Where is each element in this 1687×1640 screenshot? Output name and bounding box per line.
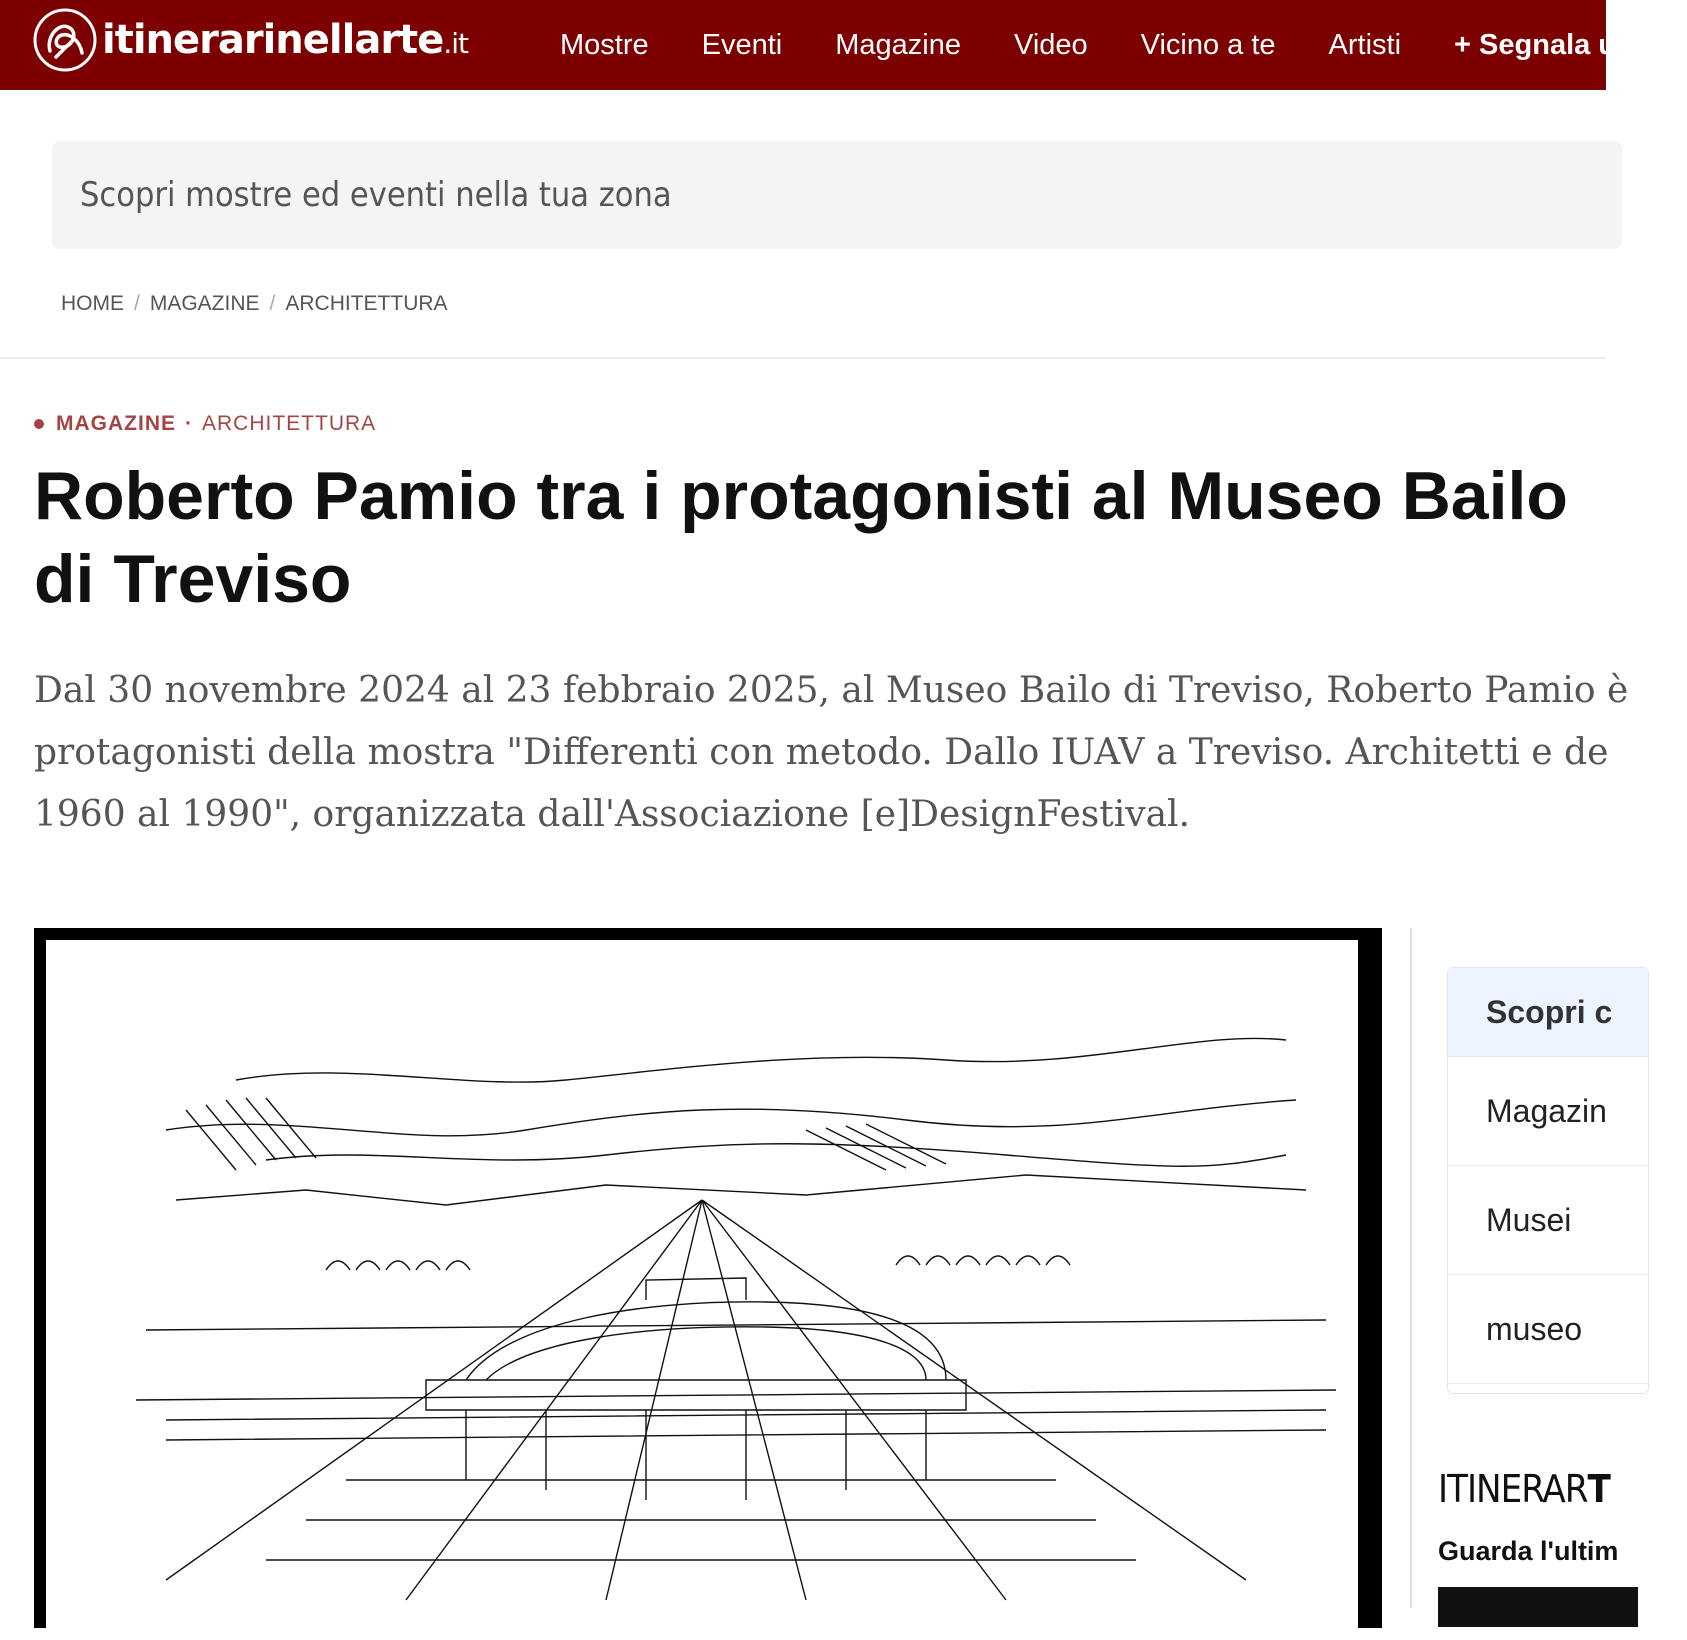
breadcrumb (61, 292, 448, 316)
article-title: Roberto Pamio tra i protagonisti al Museo Bailo di Treviso (34, 458, 1568, 617)
column-divider (1410, 928, 1412, 1608)
article-lead (34, 660, 1634, 846)
segnala-button[interactable]: + Segnala un (1454, 28, 1634, 61)
breadcrumb-home[interactable]: HOME (61, 292, 124, 315)
discover-item-musei[interactable]: Musei (1448, 1166, 1648, 1275)
nav-video[interactable]: Video (1014, 28, 1088, 61)
nav-magazine[interactable]: Magazine (835, 28, 961, 61)
sidebar-brand: ITINERART (1438, 1467, 1610, 1511)
nav-eventi[interactable]: Eventi (701, 28, 783, 61)
search-input[interactable] (52, 141, 1622, 249)
lead-line: protagonisti della mostra "Differenti con metodo. Dallo IUAV a Treviso. Architetti e de (34, 732, 1609, 773)
breadcrumb-separator: / (269, 292, 276, 315)
top-navigation-bar (0, 0, 1634, 90)
featured-image[interactable] (34, 928, 1382, 1628)
nav-artisti[interactable]: Artisti (1328, 28, 1402, 61)
category-dot-icon (34, 419, 44, 429)
video-thumbnail[interactable] (1438, 1587, 1638, 1627)
category-link[interactable]: MAGAZINE (56, 412, 176, 435)
lead-line: Dal 30 novembre 2024 al 23 febbraio 2025, al Museo Bailo di Treviso, Roberto Pamio è (34, 670, 1629, 711)
watch-latest-label: Guarda l'ultim (1438, 1536, 1619, 1566)
subcategory-link[interactable]: ARCHITETTURA (202, 412, 377, 435)
lead-line: 1960 al 1990", organizzata dall'Associazione [e]DesignFestival. (34, 794, 1190, 835)
breadcrumb-magazine[interactable]: MAGAZINE (149, 292, 260, 315)
main-nav (560, 0, 1687, 90)
divider (0, 357, 1606, 359)
logo-text: itinerarinellarte.it (102, 17, 468, 63)
site-logo[interactable] (32, 5, 468, 75)
nav-mostre[interactable]: Mostre (560, 28, 649, 61)
discover-widget (1447, 967, 1649, 1394)
article-category (34, 412, 376, 436)
breadcrumb-architettura[interactable]: ARCHITETTURA (285, 292, 448, 315)
search-box (52, 141, 1622, 249)
category-separator: · (185, 412, 193, 435)
map-pin-knot-icon (32, 7, 98, 73)
nav-vicino-a-te[interactable]: Vicino a te (1140, 28, 1276, 61)
architectural-sketch-icon (46, 940, 1358, 1620)
breadcrumb-separator: / (134, 292, 140, 315)
discover-title: Scopri c (1448, 968, 1648, 1057)
discover-item-magazine[interactable]: Magazin (1448, 1057, 1648, 1166)
discover-item-museo[interactable]: museo (1448, 1275, 1648, 1384)
